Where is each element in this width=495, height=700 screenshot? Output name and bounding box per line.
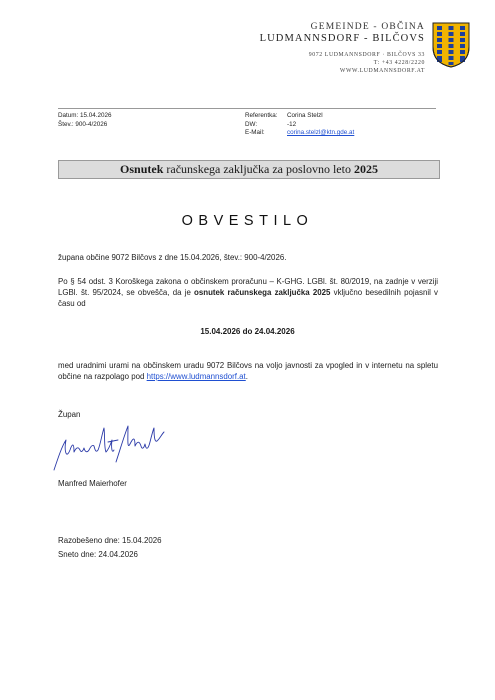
removed-date: Sneto dne: 24.04.2026 [58, 550, 138, 559]
dw-value: -12 [287, 120, 297, 128]
title-part-3: 2025 [353, 162, 378, 176]
paragraph-2-text-a: Po § 54 odst. 3 Koroškega zakona o občinskem proračunu – K-GHG. LGBl. št. 80/2019, na zadnje v verziji LGBl. št. 95/2024, se obvešča, da je [58, 277, 438, 297]
header-divider [58, 108, 436, 109]
municipality-header [260, 22, 425, 75]
header-address: 9072 LUDMANNSDORF · BILČOVS 33 [308, 52, 425, 58]
referentka-label: Referentka: [245, 112, 278, 119]
datum-label: Datum: [58, 112, 79, 119]
email-link[interactable]: corina.stelzl@ktn.gde.at [287, 129, 355, 137]
website-link[interactable]: https://www.ludmannsdorf.at [146, 372, 246, 381]
paragraph-3-end: . [245, 372, 248, 381]
posted-date: Razobešeno dne: 15.04.2026 [58, 536, 162, 545]
paragraph-2-text-b: vključno besedilnih pojasnil v času od [58, 288, 438, 308]
paragraph-3 [58, 360, 438, 382]
dw-label: DW: [245, 120, 258, 128]
title-part-1: Osnutek [120, 162, 164, 176]
header-phone: T: +43 4228/2220 [373, 60, 425, 66]
signatory-role: Župan [58, 410, 81, 419]
document-title [58, 160, 440, 179]
paragraph-3-text: med uradnimi urami na občinskem uradu 9072 Bilčovs na voljo javnosti za vpogled in v internetu na spletu občine na razpolago pod [58, 361, 438, 381]
email-label: E-Mail: [245, 129, 265, 137]
paragraph-2-bold: osnutek računskega zaključka 2025 [194, 288, 331, 297]
signatory-name: Manfred Maierhofer [58, 479, 127, 488]
meta-right [245, 112, 354, 138]
stev-label: Štev.: [58, 120, 74, 128]
coat-of-arms-icon [431, 21, 471, 69]
referentka-value: Corina Stelzl [287, 112, 323, 119]
display-period: 15.04.2026 do 24.04.2026 [200, 327, 295, 336]
header-line-2: LUDMANNSDORF - BILČOVS [259, 33, 425, 44]
meta-left [58, 112, 112, 129]
header-line-1: GEMEINDE - OBČINA [310, 22, 425, 32]
stev-value: 900-4/2026 [75, 120, 108, 128]
handwritten-signature [50, 420, 170, 476]
paragraph-1: županа občine 9072 Bilčovs z dne 15.04.2026, štev.: 900-4/2026. [58, 253, 287, 262]
title-part-2: računskega zaključka za poslovno leto [163, 162, 354, 176]
datum-value: 15.04.2026 [80, 112, 112, 119]
notice-heading: OBVESTILO [181, 213, 314, 229]
paragraph-2 [58, 276, 438, 309]
header-web: WWW.LUDMANNSDORF.AT [339, 68, 425, 74]
